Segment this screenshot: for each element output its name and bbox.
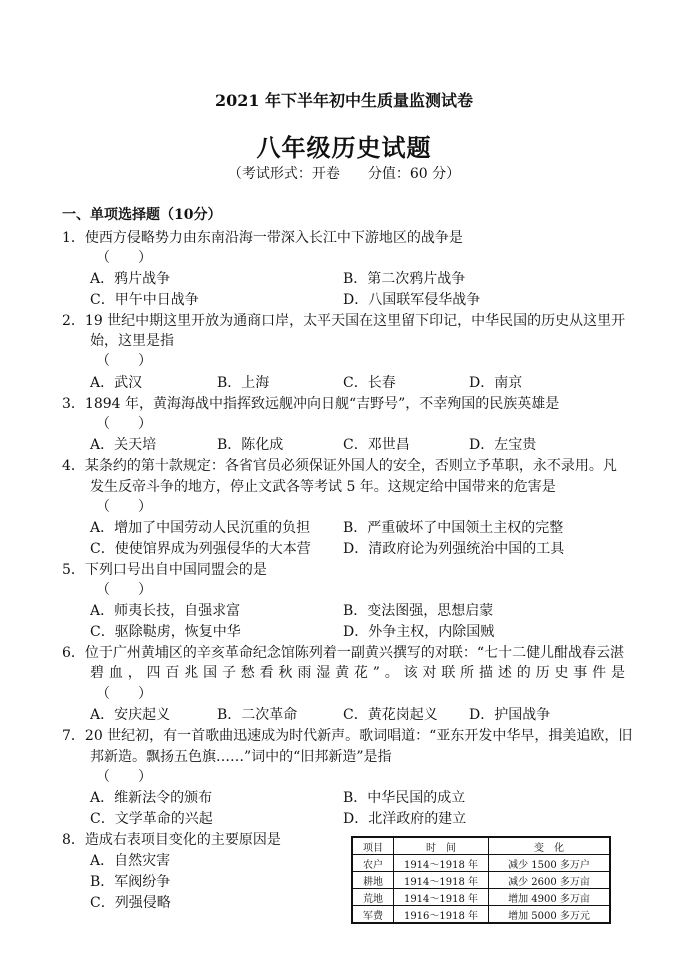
option-c: C．长春 bbox=[343, 375, 396, 391]
question-stem: 7．20 世纪初，有一首歌曲迅速成为时代新声。歌词唱道：“亚东开发中华早，揖美追欧，旧 bbox=[62, 728, 633, 744]
answer-blank: （ ） bbox=[96, 769, 152, 785]
option-b: B．变法图强，思想启蒙 bbox=[343, 603, 494, 619]
option-d: D．南京 bbox=[469, 375, 523, 391]
exam-info: （考试形式：开卷 分值：60 分） bbox=[227, 166, 461, 182]
question-stem: 2．19 世纪中期这里开放为通商口岸，太平天国在这里留下印记，中华民国的历史从这里开 bbox=[62, 313, 626, 329]
option-a: A．自然灾害 bbox=[90, 853, 171, 869]
answer-blank: （ ） bbox=[96, 582, 152, 598]
table-header-cell: 时 间 bbox=[394, 837, 489, 855]
option-a: A．武汉 bbox=[90, 375, 143, 391]
option-b: B．中华民国的成立 bbox=[343, 790, 466, 806]
answer-blank: （ ） bbox=[96, 250, 152, 266]
table-header-cell: 变 化 bbox=[489, 837, 611, 855]
question-stem-cont: 发生反帝斗争的地方，停止文武各等考试 5 年。这规定给中国带来的危害是 bbox=[90, 479, 556, 495]
option-a: A．师夷长技，自强求富 bbox=[90, 603, 241, 619]
table-row bbox=[352, 872, 610, 889]
data-table bbox=[351, 836, 611, 924]
answer-blank: （ ） bbox=[96, 686, 152, 702]
table-cell: 减少 2600 多万亩 bbox=[489, 872, 611, 889]
table-header-cell: 项目 bbox=[352, 837, 394, 855]
option-d: D．外争主权，内除国贼 bbox=[343, 624, 495, 640]
answer-blank: （ ） bbox=[96, 499, 152, 515]
option-c: C．驱除鞑虏，恢复中华 bbox=[90, 624, 241, 640]
subject-title: 八年级历史试题 bbox=[256, 133, 432, 162]
table-cell: 1914～1918 年 bbox=[394, 855, 489, 872]
option-c: C．列强侵略 bbox=[90, 895, 171, 911]
answer-blank: （ ） bbox=[96, 353, 152, 369]
option-d: D．北洋政府的建立 bbox=[343, 811, 467, 827]
table-cell: 增加 5000 多万元 bbox=[489, 906, 611, 924]
option-b: B．上海 bbox=[217, 375, 270, 391]
option-d: D．八国联军侵华战争 bbox=[343, 292, 481, 308]
option-c: C．邓世昌 bbox=[343, 437, 410, 453]
option-d: D．左宝贵 bbox=[469, 437, 537, 453]
question-stem: 6．位于广州黄埔区的辛亥革命纪念馆陈列着一副黄兴撰写的对联：“七十二健儿酣战春云湛 bbox=[62, 645, 625, 661]
option-b: B．第二次鸦片战争 bbox=[343, 271, 466, 287]
option-b: B．二次革命 bbox=[217, 707, 298, 723]
table-row bbox=[352, 889, 610, 906]
option-c: C．文学革命的兴起 bbox=[90, 811, 213, 827]
table-cell: 荒地 bbox=[352, 889, 394, 906]
question-stem-cont: 碧血，四百兆国子愁看秋雨湿黄花”。该对联所描述的历史事件是 bbox=[90, 665, 625, 681]
exam-title: 2021 年下半年初中生质量监测试卷 bbox=[214, 91, 474, 110]
question-stem-cont: 邦新造。飘扬五色旗……”词中的“旧邦新造”是指 bbox=[90, 749, 392, 765]
table-cell: 增加 4900 多万亩 bbox=[489, 889, 611, 906]
question-stem: 5．下列口号出自中国同盟会的是 bbox=[62, 562, 267, 578]
option-b: B．陈化成 bbox=[217, 437, 284, 453]
option-b: B．严重破坏了中国领土主权的完整 bbox=[343, 520, 564, 536]
option-d: D．护国战争 bbox=[469, 707, 551, 723]
table-cell: 农户 bbox=[352, 855, 394, 872]
option-a: A．维新法令的颁布 bbox=[90, 790, 213, 806]
option-d: D．清政府论为列强统治中国的工具 bbox=[343, 541, 565, 557]
option-a: A．鸦片战争 bbox=[90, 271, 171, 287]
question-stem: 3．1894 年，黄海海战中指挥致远舰冲向日舰“吉野号”，不幸殉国的民族英雄是 bbox=[62, 396, 560, 412]
table-cell: 1916～1918 年 bbox=[394, 906, 489, 924]
table-cell: 军费 bbox=[352, 906, 394, 924]
option-c: C．甲午中日战争 bbox=[90, 292, 199, 308]
table-cell: 耕地 bbox=[352, 872, 394, 889]
table-cell: 减少 1500 多万户 bbox=[489, 855, 611, 872]
question-stem: 4．某条约的第十款规定：各省官员必须保证外国人的安全，否则立予革职，永不录用。凡 bbox=[62, 458, 617, 474]
option-a: A．关天培 bbox=[90, 437, 157, 453]
table-cell: 1914～1918 年 bbox=[394, 889, 489, 906]
option-c: C．使使馆界成为列强侵华的大本营 bbox=[90, 541, 311, 557]
table-row bbox=[352, 855, 610, 872]
option-c: C．黄花岗起义 bbox=[343, 707, 438, 723]
option-a: A．安庆起义 bbox=[90, 707, 171, 723]
table-row bbox=[352, 906, 610, 924]
table-header-row bbox=[352, 837, 610, 855]
option-a: A．增加了中国劳动人民沉重的负担 bbox=[90, 520, 311, 536]
option-b: B．军阀纷争 bbox=[90, 874, 171, 890]
question-stem: 1．使西方侵略势力由东南沿海一带深入长江中下游地区的战争是 bbox=[62, 230, 463, 246]
question-stem: 8．造成右表项目变化的主要原因是 bbox=[62, 832, 281, 848]
section-title: 一、单项选择题（10分） bbox=[62, 207, 222, 223]
question-stem-cont: 始，这里是指 bbox=[90, 333, 174, 349]
table-cell: 1914～1918 年 bbox=[394, 872, 489, 889]
answer-blank: （ ） bbox=[96, 416, 152, 432]
